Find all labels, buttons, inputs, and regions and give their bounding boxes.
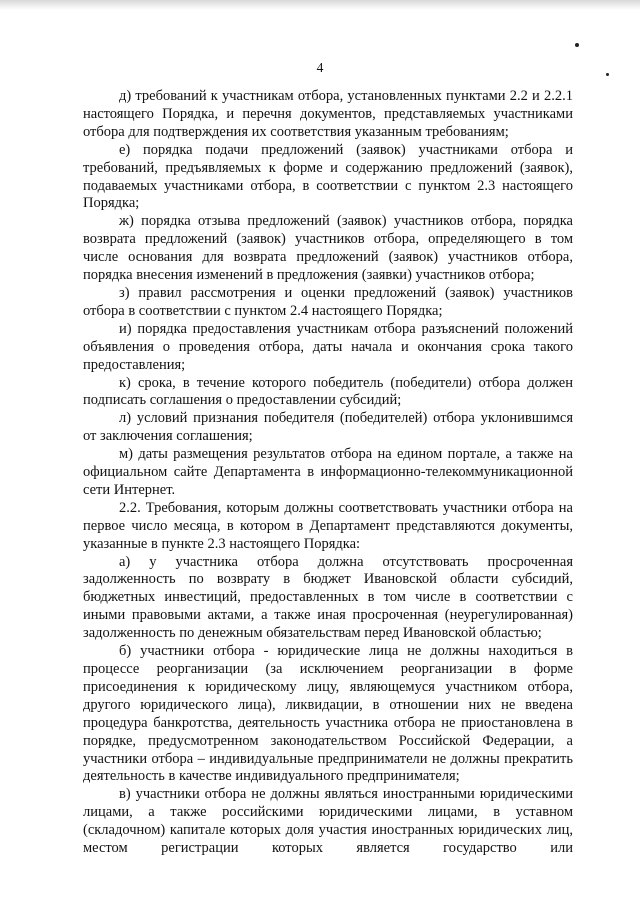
paragraph-v: в) участники отбора не должны являться иностранными юридическими лицами, а также российскими юридическими лицами, в уставном (складочном) капитале которых доля участия иностранных юридических лиц, местом регистрации которых является государство или — [83, 786, 573, 857]
page-number: 4 — [316, 60, 324, 75]
paragraph-l: л) условий признания победителя (победителей) отбора уклонившимся от заключения соглашения; — [83, 410, 573, 445]
scan-top-edge — [0, 0, 640, 10]
document-body — [83, 88, 573, 858]
paragraph-z: з) правил рассмотрения и оценки предложений (заявок) участников отбора в соответствии с пунктом 2.4 настоящего Порядка; — [83, 284, 573, 319]
paragraph-2-2: 2.2. Требования, которым должны соответствовать участники отбора на первое число месяца, в котором в Департамент представляются документы, указанные в пункте 2.3 настоящего Порядка: — [83, 499, 573, 552]
paragraph-d: д) требований к участникам отбора, установленных пунктами 2.2 и 2.2.1 настоящего Порядка, и перечня документов, представляемых участниками отбора для подтверждения их соответствия указанным требованиям; — [83, 88, 573, 140]
paragraph-zh: ж) порядка отзыва предложений (заявок) участников отбора, порядка возврата предложений (заявок) участников отбора, определяющего в том числе основания для возврата предложений (заявок) участников отбора, порядка внесения изменений в предложения (заявки) участников отбора; — [83, 213, 573, 284]
paragraph-a: а) у участника отбора должна отсутствовать просроченная задолженность по возврату в бюджет Ивановской области субсидий, бюджетных инвестиций, предоставленных в том числе в соответствии с иными правовыми актами, а также иная просроченная (неурегулированная) задолженность по денежным обязательствам перед Ивановской областью; — [83, 553, 573, 642]
paragraph-e: е) порядка подачи предложений (заявок) участниками отбора и требований, предъявляемых к форме и содержанию предложений (заявок), подаваемых участниками отбора, в соответствии с пунктом 2.3 настоящего Порядка; — [83, 141, 573, 212]
scan-speck — [575, 43, 579, 47]
paragraph-m: м) даты размещения результатов отбора на едином портале, а также на официальном сайте Департамента в информационно-телекоммуникационной сети Интернет. — [83, 446, 573, 498]
paragraph-i: и) порядка предоставления участникам отбора разъяснений положений объявления о проведения отбора, даты начала и окончания срока такого предоставления; — [83, 320, 573, 373]
paragraph-k: к) срока, в течение которого победитель (победители) отбора должен подписать соглашения о предоставлении субсидий; — [83, 374, 573, 409]
paragraph-b: б) участники отбора - юридические лица не должны находиться в процессе реорганизации (за исключением реорганизации в форме присоединения к юридическому лицу, являющемуся участником отбора, другого юридического лица), ликвидации, в отношении них не введена процедура банкротства, деятельность участника отбора не приостановлена в порядке, предусмотренном законодательством Российской Федерации, а участники отбора – индивидуальные предприниматели не должны прекратить деятельность в качестве индивидуального предпринимателя; — [83, 643, 573, 785]
